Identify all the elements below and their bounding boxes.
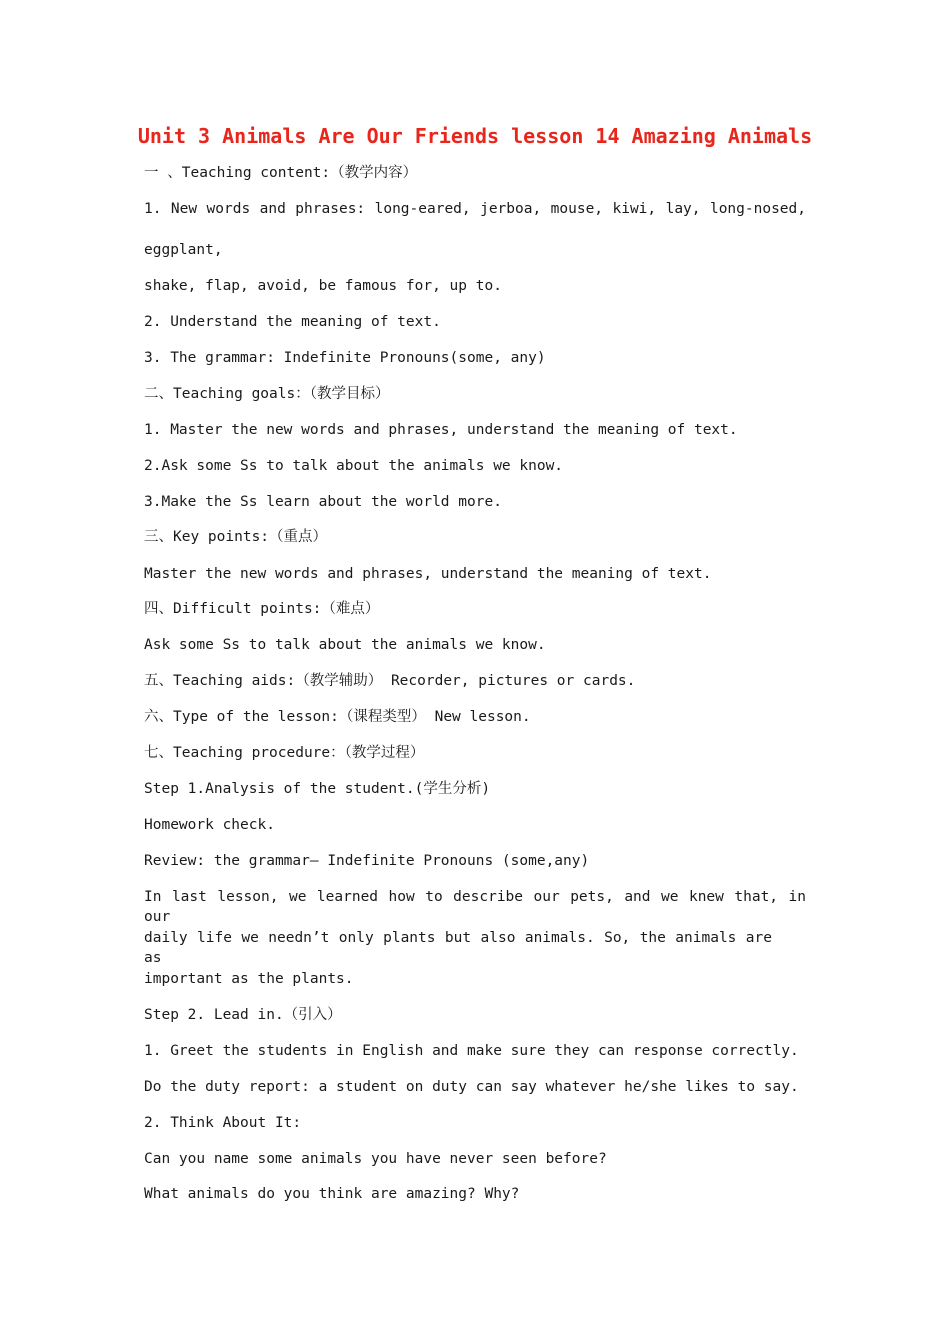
step-heading: Step 2. Lead in.（引入） <box>144 1007 342 1023</box>
paragraph-line: 1. Greet the students in English and make sure they can response correctly. <box>144 1043 799 1059</box>
paragraph-line: Homework check. <box>144 817 275 833</box>
section-heading-teaching-aids: 五、Teaching aids:（教学辅助） Recorder, pictures or cards. <box>144 673 636 689</box>
paragraph-line: 2. Understand the meaning of text. <box>144 314 441 330</box>
paragraph-line: Review: the grammar— Indefinite Pronouns (some,any) <box>144 853 590 869</box>
paragraph-line: In last lesson, we learned how to describe our pets, and we knew that, in our <box>144 889 806 925</box>
paragraph-line: daily life we needn’t only plants but also animals. So, the animals are as <box>144 930 772 966</box>
section-heading-teaching-content: 一 、Teaching content:（教学内容） <box>144 165 418 181</box>
paragraph-line: Can you name some animals you have never seen before? <box>144 1151 607 1167</box>
document-title: Unit 3 Animals Are Our Friends lesson 14 Amazing Animals <box>137 124 813 148</box>
section-heading-teaching-procedure: 七、Teaching procedure：（教学过程） <box>144 745 425 761</box>
section-heading-difficult-points: 四、Difficult points:（难点） <box>144 601 380 617</box>
paragraph-line: What animals do you think are amazing? Why? <box>144 1186 520 1202</box>
paragraph-line: Master the new words and phrases, understand the meaning of text. <box>144 566 712 582</box>
paragraph-line: 1. New words and phrases: long-eared, jerboa, mouse, kiwi, lay, long-nosed, <box>144 201 806 217</box>
paragraph-line: 3.Make the Ss learn about the world more. <box>144 494 502 510</box>
paragraph-line: shake, flap, avoid, be famous for, up to. <box>144 278 502 294</box>
paragraph-line: 2. Think About It: <box>144 1115 302 1131</box>
paragraph-line: 3. The grammar: Indefinite Pronouns(some, any) <box>144 350 546 366</box>
paragraph-line: 1. Master the new words and phrases, understand the meaning of text. <box>144 422 738 438</box>
paragraph-line: Do the duty report: a student on duty can say whatever he/she likes to say. <box>144 1079 799 1095</box>
paragraph-line: important as the plants. <box>144 971 354 987</box>
paragraph-line: Ask some Ss to talk about the animals we know. <box>144 637 546 653</box>
section-heading-teaching-goals: 二、Teaching goals：（教学目标） <box>144 386 390 402</box>
step-heading: Step 1.Analysis of the student.(学生分析) <box>144 781 491 797</box>
section-heading-lesson-type: 六、Type of the lesson:（课程类型） New lesson. <box>144 709 531 725</box>
paragraph-line: 2.Ask some Ss to talk about the animals we know. <box>144 458 564 474</box>
section-heading-key-points: 三、Key points:（重点） <box>144 529 328 545</box>
paragraph-line: eggplant, <box>144 242 223 258</box>
